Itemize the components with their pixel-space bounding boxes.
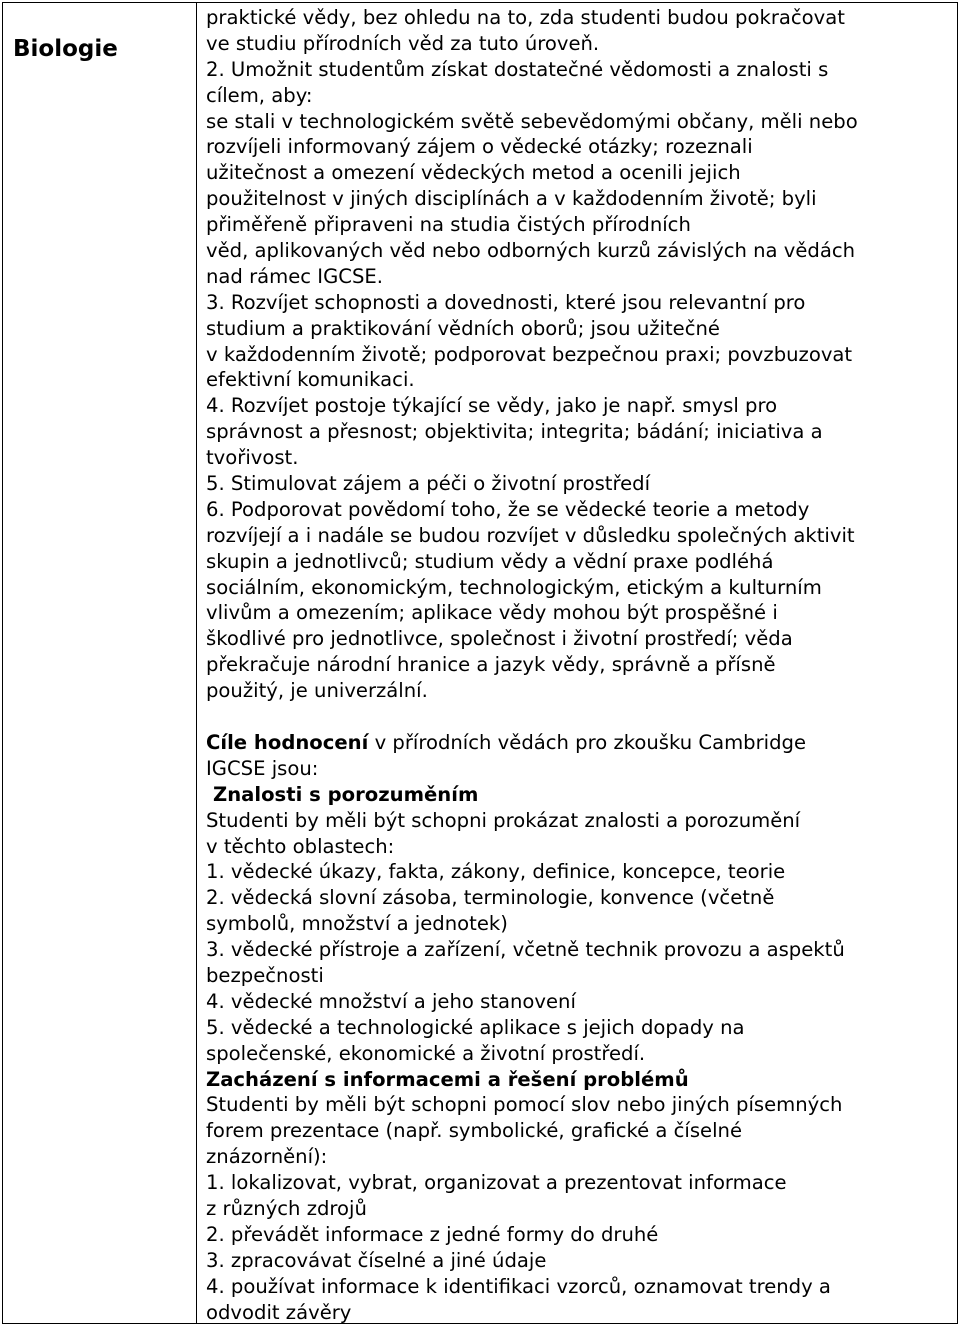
text-line: studium a praktikování vědních oborů; jsou užitečné [206,316,720,340]
text-line: 5. vědecké a technologické aplikace s jejich dopady na [206,1015,745,1039]
text-line: věd, aplikovaných věd nebo odborných kurzů závislých na vědách [206,239,856,263]
text-line: 2. převádět informace z jedné formy do druhé [206,1222,659,1246]
text-line: 3. Rozvíjet schopnosti a dovednosti, které jsou relevantní pro [206,290,806,314]
text-line: se stali v technologickém světě sebevědomými občany, měli nebo [206,109,858,133]
text-line: překračuje národní hranice a jazyk vědy, správně a přísně [206,653,776,677]
heading-information [206,1067,951,1093]
text-line: v těchto oblastech: [206,834,395,858]
blank-line [206,704,951,730]
text-line: použitý, je univerzální. [206,679,428,703]
assessment-lead-rest: v přírodních vědách pro zkoušku Cambridge [368,730,807,754]
text-line: společenské, ekonomické a životní prostředí. [206,1041,646,1065]
text-line: 4. používat informace k identifikaci vzorců, oznamovat trendy a [206,1274,831,1298]
text-line: tvořivost. [206,446,299,470]
text-line: přiměřeně připraveni na studia čistých přírodních [206,213,691,237]
text-line: 1. lokalizovat, vybrat, organizovat a prezentovat informace [206,1171,787,1195]
aims-text [206,5,951,704]
text-line: rozvíjeli informovaný zájem o vědecké otázky; rozeznali [206,135,753,159]
text-line: forem prezentace (např. symbolické, grafické a číselné [206,1119,743,1143]
text-line: sociálním, ekonomickým, technologickým, etickým a kulturním [206,575,822,599]
assessment-lead-line2: IGCSE jsou: [206,756,319,780]
text-line: 1. vědecké úkazy, fakta, zákony, definice, koncepce, teorie [206,860,786,884]
text-line: skupin a jednotlivců; studium vědy a vědní praxe podléhá [206,549,774,573]
text-line: škodlivé pro jednotlivce, společnost i životní prostředí; věda [206,627,793,651]
subject-title: Biologie [13,36,118,62]
heading-information-text: Zacházení s informacemi a řešení problémů [206,1067,689,1091]
document-table [2,2,958,1324]
text-line: 3. vědecké přístroje a zařízení, včetně technik provozu a aspektů [206,938,845,962]
text-line: správnost a přesnost; objektivita; integrita; bádání; iniciativa a [206,420,823,444]
information-text [206,1092,951,1325]
text-line: 3. zpracovávat číselné a jiné údaje [206,1248,547,1272]
text-line: z různých zdrojů [206,1196,367,1220]
text-line: symbolů, množství a jednotek) [206,912,508,936]
text-line: užitečnost a omezení vědeckých metod a ocenili jejich [206,161,741,185]
text-line: použitelnost v jiných disciplínách a v každodenním životě; byli [206,187,817,211]
assessment-lead-bold: Cíle hodnocení [206,730,369,754]
text-line: 5. Stimulovat zájem a péči o životní prostředí [206,472,651,496]
heading-knowledge [206,782,951,808]
text-line: Studenti by měli být schopni pomocí slov nebo jiných písemných [206,1093,843,1117]
text-line: odvodit závěry [206,1300,352,1324]
text-line: praktické vědy, bez ohledu na to, zda studenti budou pokračovat [206,6,845,29]
knowledge-text [206,808,951,1067]
subject-cell [3,3,197,1323]
text-line: 2. vědecká slovní zásoba, terminologie, konvence (včetně [206,886,775,910]
text-line: vlivům a omezením; aplikace vědy mohou být prospěšné i [206,601,778,625]
text-line: v každodenním životě; podporovat bezpečnou praxi; povzbuzovat [206,342,853,366]
text-line: 6. Podporovat povědomí toho, že se vědecké teorie a metody [206,497,810,521]
text-line: znázornění): [206,1145,328,1169]
text-line: ve studiu přírodních věd za tuto úroveň. [206,31,600,55]
text-line: 4. vědecké množství a jeho stanovení [206,989,576,1013]
text-line: nad rámec IGCSE. [206,264,383,288]
text-line: rozvíjejí a i nadále se budou rozvíjet v důsledku společných aktivit [206,523,855,547]
heading-knowledge-text: Znalosti s porozuměním [213,782,479,806]
text-line: efektivní komunikaci. [206,368,415,392]
content-cell [197,3,957,1323]
assessment-lead [206,730,951,756]
text-line: 2. Umožnit studentům získat dostatečné vědomosti a znalosti s [206,57,829,81]
text-line: 4. Rozvíjet postoje týkající se vědy, jako je např. smysl pro [206,394,778,418]
text-line: bezpečnosti [206,963,324,987]
text-line: cílem, aby: [206,83,313,107]
text-line: Studenti by měli být schopni prokázat znalosti a porozumění [206,808,801,832]
